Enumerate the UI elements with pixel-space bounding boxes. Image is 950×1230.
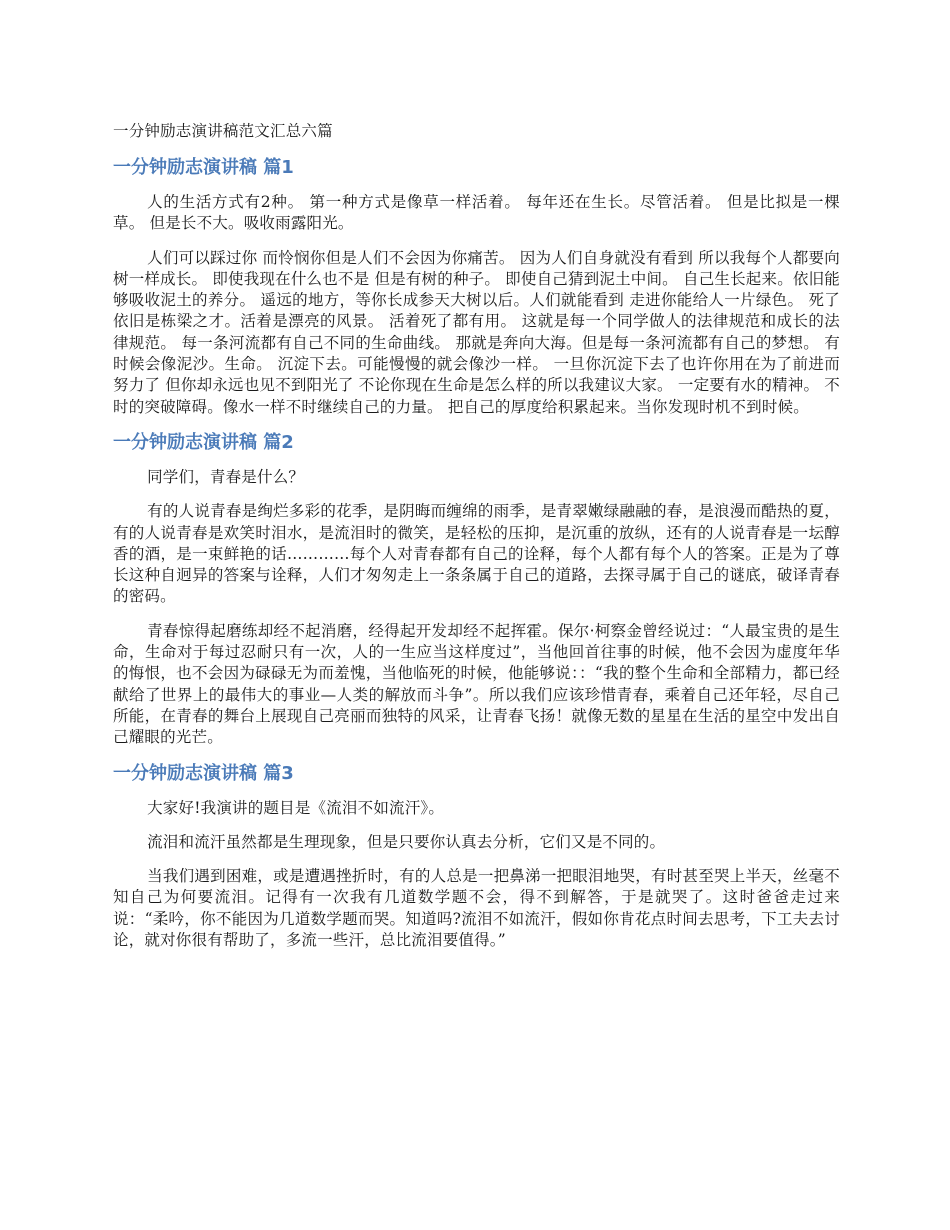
paragraph: 人们可以踩过你 而怜悯你但是人们不会因为你痛苦。 因为人们自身就没有看到 所以我每个人都要向树一样成长。 即使我现在什么也不是 但是有树的种子。 即使自己猜到泥土中间。 自己生长起来。依旧能够吸收泥土的养分。 遥远的地方，等你长成参天大树以后。人们就能看到 走进你能给人一片绿色。 死了依旧是栋梁之才。活着是漂亮的风景。 活着死了都有用。 这就是每一个同学做人的法律规范和成长的法律规范。 每一条河流都有自己不同的生命曲线。 那就是奔向大海。但是每一条河流都有自己的梦想。 有时候会像泥沙。生命。 沉淀下去。可能慢慢的就会像沙一样。 一旦你沉淀下去了也许你用在为了前进而努力了 但你却永远也见不到阳光了 不论你现在生命是怎么样的所以我建议大家。 一定要有水的精神。 不时的突破障碍。像水一样不时继续自己的力量。 把自己的厚度给积累起来。当你发现时机不到时候。 <box>113 248 841 416</box>
section-1 <box>113 156 840 418</box>
document-page <box>113 120 840 964</box>
section-heading: 一分钟励志演讲稿 篇2 <box>113 431 294 453</box>
paragraph: 人的生活方式有2种。 第一种方式是像草一样活着。 每年还在生长。尽管活着。 但是比拟是一棵草。 但是长不大。吸收雨露阳光。 <box>113 193 840 233</box>
paragraph: 流泪和流汗虽然都是生理现象，但是只要你认真去分析，它们又是不同的。 <box>147 832 666 851</box>
paragraph: 当我们遇到困难，或是遭遇挫折时，有的人总是一把鼻涕一把眼泪地哭，有时甚至哭上半天，丝毫不知自己为何要流泪。记得有一次我有几道数学题不会，得不到解答，于是就哭了。这时爸爸走过来说：“柔吟，你不能因为几道数学题而哭。知道吗?流泪不如流汗，假如你肯花点时间去思考，下工夫去讨论，就对你很有帮助了，多流一些汗，总比流泪要值得。” <box>113 867 840 950</box>
paragraph: 同学们，青春是什么？ <box>147 467 305 486</box>
section-heading: 一分钟励志演讲稿 篇3 <box>113 762 294 784</box>
section-2 <box>113 431 840 749</box>
section-3 <box>113 762 840 952</box>
section-heading: 一分钟励志演讲稿 篇1 <box>113 157 294 178</box>
document-title: 一分钟励志演讲稿范文汇总六篇 <box>113 122 333 140</box>
paragraph: 青春惊得起磨练却经不起消磨，经得起开发却经不起挥霍。保尔·柯察金曾经说过：“人最宝贵的是生命，生命对于每过忍耐只有一次，人的一生应当这样度过”，当他回首往事的时候，他不会因为虚度年华的悔恨，也不会因为碌碌无为而羞愧，当他临死的时候，他能够说：：“我的整个生命和全部精力，都已经献给了世界上的最伟大的事业—人类的解放而斗争”。所以我们应该珍惜青春，乘着自己还年轻，尽自己所能，在青春的舞台上展现自己亮丽而独特的风采，让青春飞扬！就像无数的星星在生活的星空中发出自己耀眼的光芒。 <box>113 621 840 747</box>
paragraph: 大家好!我演讲的题目是《流泪不如流汗》。 <box>147 798 445 817</box>
paragraph: 有的人说青春是绚烂多彩的花季，是阴晦而缠绵的雨季，是青翠嫩绿融融的春，是浪漫而酷热的夏，有的人说青春是欢笑时泪水，是流泪时的微笑，是轻松的压抑，是沉重的放纵，还有的人说青春是一坛醇香的酒，是一束鲜艳的话…………每个人对青春都有自己的诠释，每个人都有每个人的答案。正是为了尊长这种自迥异的答案与诠释，人们才匆匆走上一条条属于自己的道路，去探寻属于自己的谜底，破译青春的密码。 <box>113 502 840 606</box>
